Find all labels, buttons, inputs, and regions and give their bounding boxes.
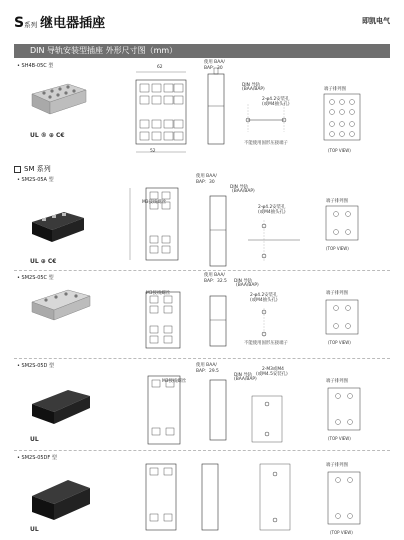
row-divider-2 [14,358,390,359]
m3m4-sub-4: (或M4.5安装孔) [256,372,288,377]
front-view-drawing-2 [128,178,200,268]
side-view-drawing-3 [206,286,232,356]
dim-52: 52 [150,149,156,154]
rail-label-2b: BAP：30 [196,180,215,185]
rail-label-2a: 使用 BAA/ [196,174,217,179]
terminal-layout-drawing-2 [322,204,362,244]
note-rail-3: 不能使用固形压接端子 [244,341,288,346]
din-rail-sub-1: (BAA/BAP) [242,87,265,92]
model-label-1: • SH4B-05C 型 [17,62,53,69]
m3-screw-label-2: M3接线螺丝 [142,200,167,205]
page-title: S系列 继电器插座 [14,15,106,31]
rail-label-1a: 使用 BAA/ [204,60,225,65]
terminal-layout-title-4: 端子排列图 [326,379,348,384]
page-header [0,0,404,40]
din-rail-sub-4: (BAA/BAP) [234,377,257,382]
model-label-5: • SM2S-05DF 型 [17,454,57,461]
terminal-layout-title-3: 端子排列图 [326,291,348,296]
top-view-label-1: (TOP VIEW) [328,148,351,153]
product-photo-sm2s-05df [28,474,94,524]
section-banner: DIN 导轨安装型插座 外形尺寸图（mm） [14,44,390,58]
din-rail-sub-2: (BAA/BAP) [232,189,255,194]
side-view-drawing-1 [204,64,230,160]
mount-holes-label-2: 2-φ4.2安装孔 [258,205,286,210]
mount-hole-drawing-5 [236,456,316,536]
rail-label-3b: BAP：32.5 [204,279,227,284]
top-view-label-5: (TOP VIEW) [330,530,353,535]
model-label-4: • SM2S-05D 型 [17,362,54,369]
mount-holes-sub-1: (或M4抽头孔) [262,102,290,107]
side-view-drawing-5 [196,456,226,536]
mount-holes-label-1: 2-φ4.2安装孔 [262,97,290,102]
top-view-label-2: (TOP VIEW) [326,246,349,251]
product-photo-sm2s-05a [28,206,88,246]
model-label-3: • SM2S-05C 型 [17,274,54,281]
product-photo-sh4b [28,80,88,116]
terminal-layout-drawing-5 [324,470,364,528]
m3-screw-label-4: M3接线螺丝 [162,379,187,384]
mount-hole-drawing-3 [244,304,290,344]
cert-marks-2: UL ⊕ C€ [30,258,57,265]
brand-logo: 即凯电气 [362,17,390,25]
side-view-drawing-4 [206,372,232,444]
mount-hole-drawing-4 [236,392,306,452]
mount-hole-drawing-2 [244,216,304,268]
din-rail-label-2: DIN 导轨 [230,185,249,190]
m3-screw-label-3: M3接线螺丝 [146,291,171,296]
rail-label-4b: BAP：29.5 [196,369,219,374]
terminal-layout-drawing-3 [322,298,362,338]
front-view-drawing-3 [130,286,198,356]
terminal-layout-title-1: 端子排列图 [324,87,346,92]
mount-hole-drawing-1 [238,84,294,144]
sm-series-heading: SM 系列 [14,164,51,174]
cert-marks-5: UL [30,526,39,533]
row-divider-3 [14,450,390,451]
din-rail-sub-3: (BAA/BAP) [236,283,259,288]
m3m4-holes-label-4: 2-M3或M4 [262,367,284,372]
note-rail-1: 不能使用固形压接端子 [244,141,288,146]
top-view-label-4: (TOP VIEW) [328,436,351,441]
front-view-drawing-5 [134,456,190,536]
top-view-label-3: (TOP VIEW) [328,340,351,345]
mount-holes-sub-3: (或M4抽头孔) [250,298,278,303]
cert-marks-1: UL ® ⊕ C€ [30,132,65,139]
side-view-drawing-2 [206,190,232,270]
row-divider-1 [14,270,390,271]
product-photo-sm2s-05c [28,284,94,324]
front-view-drawing-1 [128,64,202,160]
rail-label-1b: BAP：30 [204,66,223,71]
rail-label-3a: 使用 BAA/ [204,273,225,278]
rail-label-4a: 使用 BAA/ [196,363,217,368]
terminal-layout-drawing-4 [324,386,364,434]
terminal-layout-title-2: 端子排列图 [326,199,348,204]
din-rail-label-3: DIN 导轨 [234,279,253,284]
din-rail-label-1: DIN 导轨 [242,83,261,88]
mount-holes-sub-2: (或M4抽头孔) [258,210,286,215]
terminal-layout-drawing-1 [322,92,362,144]
terminal-layout-title-5: 端子排列图 [326,463,348,468]
dim-62: 62 [157,65,163,70]
model-label-2: • SM2S-05A 型 [17,176,54,183]
product-photo-sm2s-05d [28,384,94,428]
cert-marks-4: UL [30,436,39,443]
din-rail-label-4: DIN 导轨 [234,373,253,378]
mount-holes-label-3: 2-φ4.2安装孔 [250,293,278,298]
